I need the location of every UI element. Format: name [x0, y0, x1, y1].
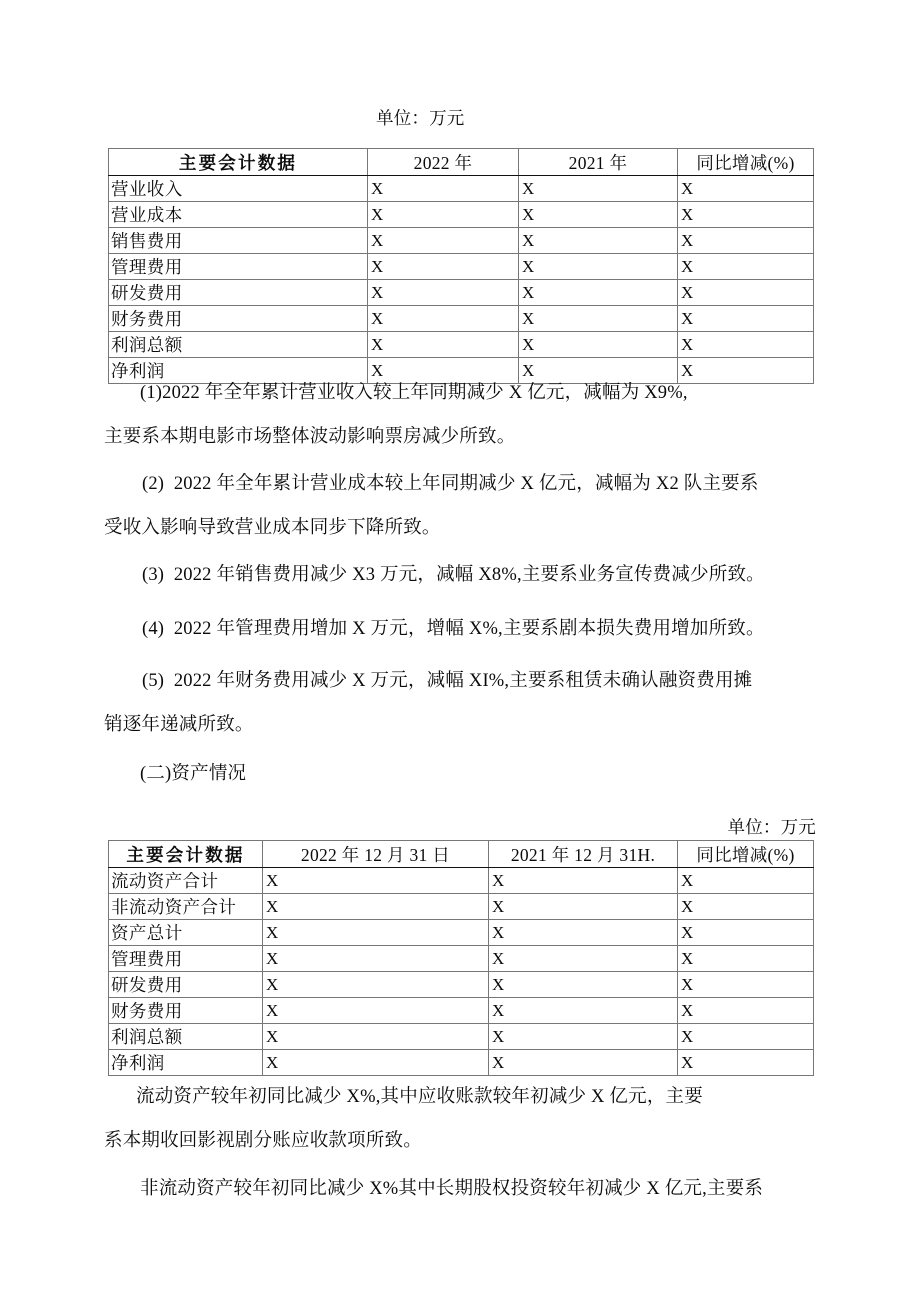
col-header-2022: 2022 年 — [368, 149, 519, 176]
paragraph-item5-line1: (5) 2022 年财务费用减少 X 万元，减幅 XI%,主要系租赁未确认融资费用摊 — [142, 671, 753, 691]
paragraph-item2-line2: 受收入影响导致营业成本同步下降所致。 — [104, 518, 441, 538]
row-label: 利润总额 — [109, 1024, 263, 1050]
paragraph-item4: (4) 2022 年管理费用增加 X 万元，增幅 X%,主要系剧本损失费用增加所致。 — [142, 619, 765, 639]
cell-change: X — [678, 1050, 814, 1076]
cell-2022: X — [263, 972, 489, 998]
paragraph-item1-line2: 主要系本期电影市场整体波动影响票房减少所致。 — [104, 427, 516, 447]
cell-2021: X — [519, 280, 678, 306]
paragraph-item1-line1: (1)2022 年全年累计营业收入较上年同期减少 X 亿元，减幅为 X9%, — [140, 383, 688, 403]
table-row — [109, 946, 814, 972]
table-row — [109, 868, 814, 894]
paragraph-item6-line2: 系本期收回影视剧分账应收款项所致。 — [104, 1131, 422, 1151]
unit-caption-operating: 单位：万元 — [376, 108, 465, 128]
table-row — [109, 202, 814, 228]
cell-2021: X — [489, 946, 678, 972]
paragraph-item5-line2: 销逐年递减所致。 — [104, 715, 254, 735]
row-label: 营业收入 — [109, 176, 368, 202]
cell-2022: X — [368, 254, 519, 280]
col-header-metric: 主要会计数据 — [109, 149, 368, 176]
cell-2022: X — [368, 176, 519, 202]
table-header-row — [109, 149, 814, 176]
cell-2021: X — [489, 920, 678, 946]
row-label: 研发费用 — [109, 280, 368, 306]
col-header-2021-date: 2021 年 12 月 31H. — [489, 841, 678, 868]
cell-change: X — [678, 358, 814, 384]
cell-2021: X — [489, 1050, 678, 1076]
section-heading-assets: (二)资产情况 — [140, 764, 247, 784]
cell-2021: X — [519, 358, 678, 384]
row-label: 非流动资产合计 — [109, 894, 263, 920]
row-label: 管理费用 — [109, 254, 368, 280]
col-header-metric: 主要会计数据 — [109, 841, 263, 868]
cell-change: X — [678, 868, 814, 894]
row-label: 流动资产合计 — [109, 868, 263, 894]
row-label: 销售费用 — [109, 228, 368, 254]
paragraph-item2-line1: (2) 2022 年全年累计营业成本较上年同期减少 X 亿元，减幅为 X2 队主要系 — [142, 474, 759, 494]
table-header-row — [109, 841, 814, 868]
cell-2021: X — [519, 332, 678, 358]
row-label: 研发费用 — [109, 972, 263, 998]
table-row — [109, 254, 814, 280]
cell-2022: X — [368, 202, 519, 228]
table-row — [109, 920, 814, 946]
operating-data-table — [108, 148, 814, 384]
col-header-2021: 2021 年 — [519, 149, 678, 176]
table-row — [109, 1050, 814, 1076]
table-row — [109, 998, 814, 1024]
cell-2021: X — [489, 1024, 678, 1050]
assets-data-table — [108, 840, 814, 1076]
cell-change: X — [678, 1024, 814, 1050]
table-row — [109, 1024, 814, 1050]
cell-2021: X — [519, 228, 678, 254]
cell-change: X — [678, 254, 814, 280]
row-label: 净利润 — [109, 358, 368, 384]
cell-2022: X — [368, 280, 519, 306]
cell-2022: X — [263, 998, 489, 1024]
row-label: 管理费用 — [109, 946, 263, 972]
row-label: 净利润 — [109, 1050, 263, 1076]
table-row — [109, 332, 814, 358]
cell-2022: X — [263, 1024, 489, 1050]
cell-2022: X — [263, 946, 489, 972]
paragraph-item7: 非流动资产较年初同比减少 X%其中长期股权投资较年初减少 X 亿元,主要系 — [140, 1179, 764, 1199]
row-label: 营业成本 — [109, 202, 368, 228]
cell-change: X — [678, 946, 814, 972]
row-label: 财务费用 — [109, 306, 368, 332]
cell-2022: X — [263, 920, 489, 946]
paragraph-item6-line1: 流动资产较年初同比减少 X%,其中应收账款较年初减少 X 亿元，主要 — [136, 1087, 703, 1107]
cell-2021: X — [519, 176, 678, 202]
cell-2021: X — [519, 306, 678, 332]
cell-2021: X — [519, 202, 678, 228]
cell-2022: X — [263, 1050, 489, 1076]
cell-change: X — [678, 998, 814, 1024]
cell-change: X — [678, 332, 814, 358]
col-header-change: 同比增减(%) — [678, 149, 814, 176]
cell-2022: X — [263, 868, 489, 894]
table-row — [109, 972, 814, 998]
cell-2022: X — [263, 894, 489, 920]
cell-change: X — [678, 920, 814, 946]
table-row — [109, 280, 814, 306]
cell-2022: X — [368, 332, 519, 358]
row-label: 资产总计 — [109, 920, 263, 946]
cell-2022: X — [368, 228, 519, 254]
cell-2021: X — [489, 972, 678, 998]
table-row — [109, 228, 814, 254]
row-label: 财务费用 — [109, 998, 263, 1024]
cell-change: X — [678, 176, 814, 202]
cell-2021: X — [489, 998, 678, 1024]
col-header-change: 同比增减(%) — [678, 841, 814, 868]
cell-2021: X — [519, 254, 678, 280]
row-label: 利润总额 — [109, 332, 368, 358]
cell-change: X — [678, 972, 814, 998]
paragraph-item3: (3) 2022 年销售费用减少 X3 万元，减幅 X8%,主要系业务宣传费减少所致。 — [142, 565, 765, 585]
cell-change: X — [678, 894, 814, 920]
cell-2022: X — [368, 358, 519, 384]
table-row — [109, 894, 814, 920]
cell-change: X — [678, 280, 814, 306]
unit-caption-assets: 单位：万元 — [727, 817, 816, 837]
cell-change: X — [678, 228, 814, 254]
cell-2021: X — [489, 868, 678, 894]
cell-change: X — [678, 306, 814, 332]
col-header-2022-date: 2022 年 12 月 31 日 — [263, 841, 489, 868]
table-row — [109, 176, 814, 202]
table-row — [109, 306, 814, 332]
cell-change: X — [678, 202, 814, 228]
cell-2021: X — [489, 894, 678, 920]
cell-2022: X — [368, 306, 519, 332]
